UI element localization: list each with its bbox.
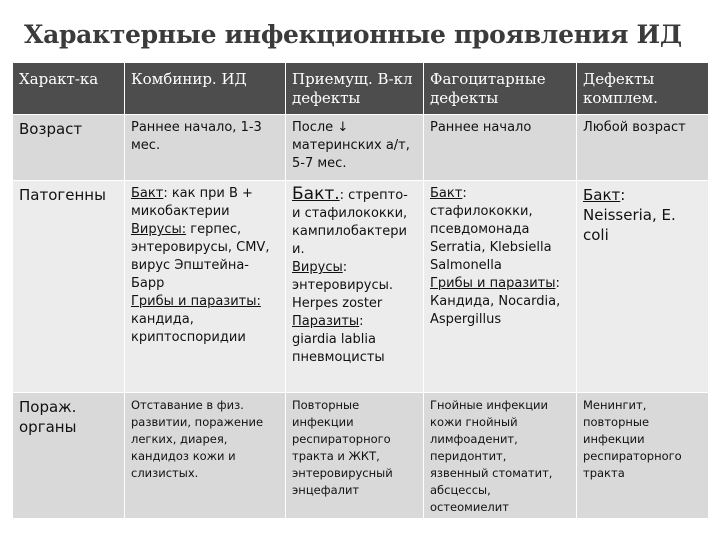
organs-line: лимфоаденит, — [430, 432, 518, 446]
cell-age-combined: Раннее начало, 1-3 мес. — [125, 115, 286, 181]
organs-line: остеомиелит — [430, 500, 509, 514]
table-row-age — [13, 115, 709, 181]
organs-line: кандидоз кожи и — [131, 449, 236, 463]
organs-label-1: Пораж. — [19, 398, 77, 416]
cell-age-phago: Раннее начало — [424, 115, 577, 181]
organs-line: Повторные — [292, 398, 360, 412]
header-characteristic: Характ-ка — [13, 63, 125, 115]
organs-line: респираторного — [583, 449, 682, 463]
organs-line: респираторного — [292, 432, 391, 446]
pathogen-line: микобактерии — [131, 204, 230, 219]
pathogen-line: Кандида, Nocardia, — [430, 294, 561, 309]
pathogen-line: энтеровирусы. — [292, 278, 394, 293]
pathogen-line: псевдомонада — [430, 222, 530, 237]
organs-line: Отставание в физ. — [131, 398, 244, 412]
pathogen-line: Serratia, Klebsiella — [430, 240, 552, 255]
organs-label-2: органы — [19, 418, 77, 436]
table-row-pathogens — [13, 181, 709, 393]
bact-label: Бакт. — [292, 184, 340, 204]
row-label-age: Возраст — [13, 115, 125, 181]
cell-organs-phago — [424, 393, 577, 519]
virus-label: Вирусы — [292, 260, 343, 275]
organs-line: слизистых. — [131, 466, 199, 480]
cell-pathogens-bcell — [286, 181, 424, 393]
bact-label: Бакт — [131, 186, 164, 201]
age-bcell-text-2: материнских а/т, 5-7 мес. — [292, 138, 410, 171]
cell-age-compl: Любой возраст — [577, 115, 709, 181]
pathogen-line: кандида, — [131, 312, 194, 327]
pathogen-line: пневмоцисты — [292, 350, 385, 365]
header-combined-id: Комбинир. ИД — [125, 63, 286, 115]
organs-line: тракта и ЖКТ, — [292, 449, 380, 463]
header-phagocytic-defects: Фагоцитарные дефекты — [424, 63, 577, 115]
cell-organs-bcell — [286, 393, 424, 519]
bact-text: : — [462, 186, 467, 201]
parasites-text: : — [359, 314, 364, 329]
bact-text: : как при В + — [163, 186, 253, 201]
pathogen-line: Neisseria, E. — [583, 206, 676, 224]
bact-label: Бакт — [583, 186, 621, 204]
parasites-label: Паразиты — [292, 314, 360, 329]
cell-age-bcell — [286, 115, 424, 181]
organs-line: абсцессы, — [430, 483, 491, 497]
organs-line: перидонтит, — [430, 449, 507, 463]
pathogen-line: кампилобактери — [292, 224, 407, 239]
organs-line: легких, диарея, — [131, 432, 228, 446]
pathogen-line: Herpes zoster — [292, 296, 383, 311]
organs-line: язвенный стоматит, — [430, 466, 553, 480]
pathogen-line: Salmonella — [430, 258, 502, 273]
organs-line: энтеровирусный — [292, 466, 393, 480]
bact-label: Бакт — [430, 186, 463, 201]
virus-text: : — [342, 260, 348, 275]
bact-text: : — [620, 186, 626, 204]
organs-line: тракта — [583, 466, 625, 480]
organs-line: развитии, поражение — [131, 415, 264, 429]
bact-text: : стрепто- — [339, 188, 408, 203]
page-title: Характерные инфекционные проявления ИД — [24, 20, 682, 49]
row-label-organs — [13, 393, 125, 519]
organs-line: Менингит, — [583, 398, 647, 412]
table-header-row — [13, 63, 709, 115]
pathogen-line: стафилококки, — [430, 204, 533, 219]
cell-pathogens-combined — [125, 181, 286, 393]
cell-organs-combined — [125, 393, 286, 519]
pathogen-line: вирус Эпштейна- — [131, 258, 249, 273]
pathogen-line: криптоспоридии — [131, 330, 246, 345]
virus-text: герпес, — [186, 222, 242, 237]
pathogen-line: Aspergillus — [430, 312, 502, 327]
pathogen-line: Барр — [131, 276, 165, 291]
virus-label: Вирусы: — [131, 222, 187, 237]
organs-line: инфекции — [292, 415, 354, 429]
age-bcell-text-1: После — [292, 120, 334, 135]
pathogen-line: coli — [583, 226, 609, 244]
fungi-text: : — [555, 276, 560, 291]
row-label-pathogens: Патогенны — [13, 181, 125, 393]
infection-table — [12, 62, 709, 519]
organs-line: энцефалит — [292, 483, 360, 497]
cell-organs-compl — [577, 393, 709, 519]
fungi-label: Грибы и паразиты: — [131, 294, 261, 309]
fungi-label: Грибы и паразиты — [430, 276, 556, 291]
cell-pathogens-phago — [424, 181, 577, 393]
header-complement-defects: Дефекты комплем. — [577, 63, 709, 115]
organs-line: кожи гнойный — [430, 415, 518, 429]
pathogen-line: и. — [292, 242, 305, 257]
organs-line: инфекции — [583, 432, 645, 446]
organs-line: Гнойные инфекции — [430, 398, 548, 412]
down-arrow-icon: ↓ — [337, 120, 349, 135]
table-row-organs — [13, 393, 709, 519]
pathogen-line: и стафилококки, — [292, 206, 408, 221]
pathogen-line: giardia lablia — [292, 332, 376, 347]
cell-pathogens-compl — [577, 181, 709, 393]
pathogen-line: энтеровирусы, CMV, — [131, 240, 270, 255]
header-bcell-defects: Приемущ. В-кл дефекты — [286, 63, 424, 115]
organs-line: повторные — [583, 415, 650, 429]
